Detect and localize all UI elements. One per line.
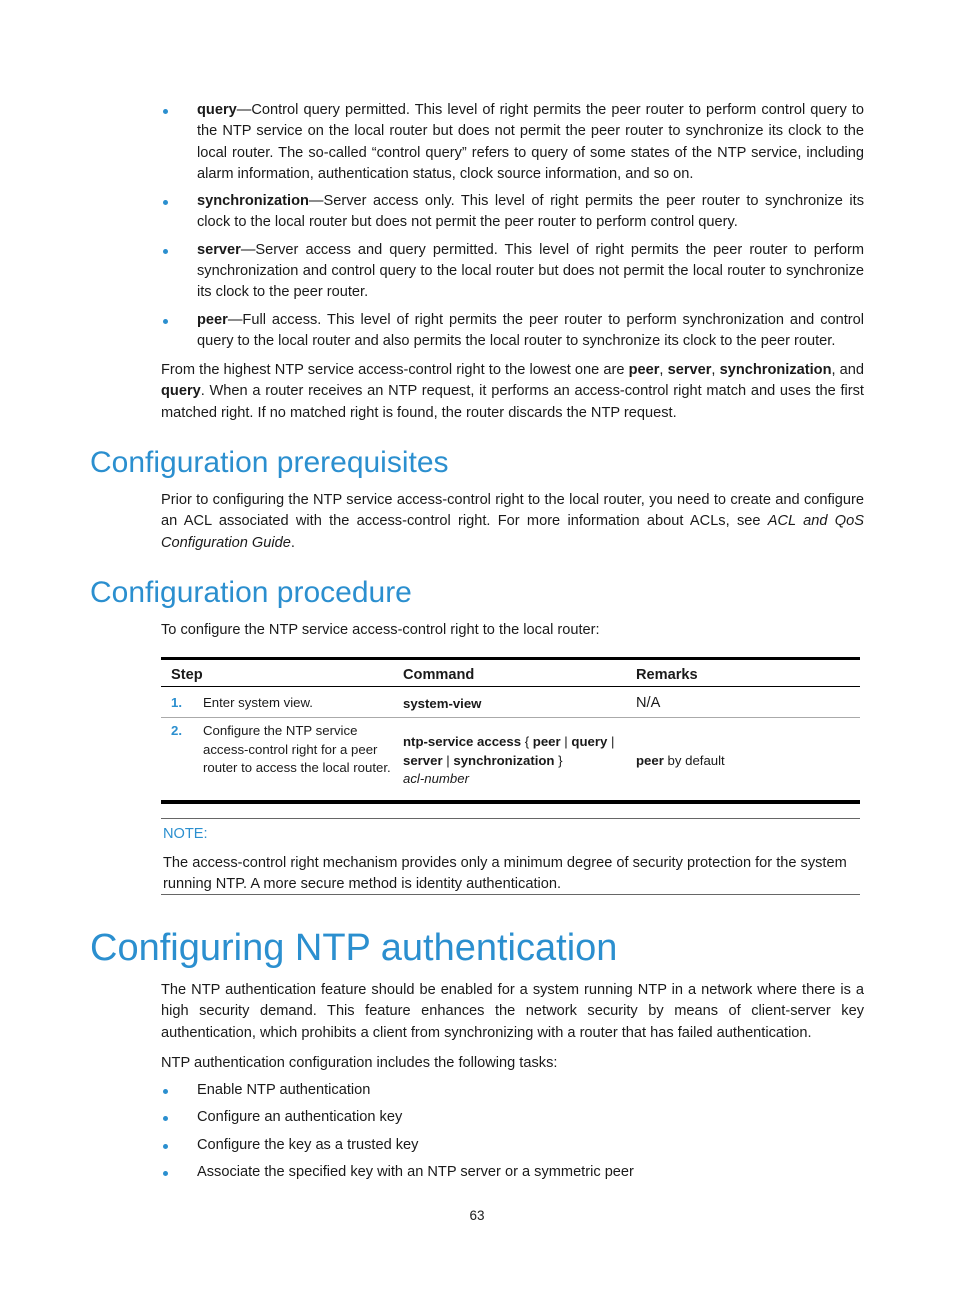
bullet-icon: [163, 249, 168, 254]
tasks-intro: NTP authentication configuration includes the following tasks:: [161, 1055, 558, 1071]
term-peer: peer: [197, 311, 228, 328]
page-number: 63: [469, 1208, 485, 1223]
table-top-rule: [161, 657, 860, 660]
term-server: server: [197, 241, 241, 258]
list-item: Enable NTP authentication: [161, 1080, 864, 1101]
header-step: Step: [171, 667, 203, 683]
list-item: Associate the specified key with an NTP server or a symmetric peer: [161, 1162, 864, 1183]
bullet-icon: [163, 109, 168, 114]
term-description: —Server access and query permitted. This level of right permits the peer router to perform synchronization and control query to the local router but does not permit the local router to synchronize its clock to the peer router.: [197, 241, 864, 301]
chapter-heading-authentication: Configuring NTP authentication: [90, 927, 618, 969]
term-description: —Full access. This level of right permits the peer router to perform synchronization and control query to the local router and also permits the local router to synchronize its clock to the peer router.: [197, 311, 864, 349]
step-number: 1.: [171, 695, 182, 710]
note-text: The access-control right mechanism provides only a minimum degree of security protection for the system running NTP. A more secure method is identity authentication.: [163, 855, 847, 893]
note-bottom-rule: [161, 894, 860, 895]
list-item: Configure the key as a trusted key: [161, 1135, 864, 1156]
list-item: [161, 100, 864, 185]
command-text: system-view: [403, 696, 482, 711]
note-top-rule: [161, 818, 860, 819]
term-description: —Server access only. This level of right permits the peer router to synchronize its clock to the local router but does not permit the peer router to perform control query.: [197, 193, 864, 231]
list-item: [161, 310, 864, 353]
list-item: Configure an authentication key: [161, 1107, 864, 1128]
prerequisites-paragraph: Prior to configuring the NTP service access-control right to the local router, you need to create and configure an ACL associated with the access-control right. For more information about ACLs, see ACL and QoS Configuration Guide.: [161, 492, 864, 551]
section-heading-procedure: Configuration procedure: [90, 576, 412, 609]
authentication-intro: The NTP authentication feature should be enabled for a system running NTP in a network where there is a high security demand. This feature enhances the network security by means of client-server key authentication, which prohibits a client from synchronizing with a router that has failed authentication.: [161, 982, 864, 1041]
guide-reference: ACL and QoS Configuration Guide: [161, 513, 864, 551]
procedure-intro: To configure the NTP service access-control right to the local router:: [161, 622, 600, 638]
header-remarks: Remarks: [636, 667, 698, 683]
table-bottom-rule: [161, 800, 860, 804]
term-description: —Control query permitted. This level of right permits the peer router to perform control query to the NTP service on the local router but does not permit the peer router to synchronize its clock to the local router. The so-called “control query” refers to query of some states of the NTP service, including alarm information, authentication status, clock source information, and so on.: [197, 102, 864, 182]
section-heading-prerequisites: Configuration prerequisites: [90, 446, 449, 479]
table-header-rule: [161, 686, 860, 687]
note-label: NOTE:: [163, 826, 208, 842]
term-synchronization: synchronization: [197, 193, 309, 210]
table-row-rule: [161, 717, 860, 718]
list-item: [161, 240, 864, 304]
authentication-task-list: [161, 1080, 864, 1189]
bullet-icon: [163, 1089, 168, 1094]
step-description: Enter system view.: [203, 695, 313, 710]
access-right-list: [161, 100, 864, 358]
remarks-text: peer by default: [636, 753, 725, 768]
bullet-icon: [163, 1171, 168, 1176]
bullet-icon: [163, 1144, 168, 1149]
header-command: Command: [403, 667, 475, 683]
bullet-icon: [163, 319, 168, 324]
list-item: [161, 191, 864, 234]
rights-order-paragraph: From the highest NTP service access-control right to the lowest one are peer, server, synchronization, and query. When a router receives an NTP request, it performs an access-control right match and uses the first matched right. If no matched right is found, the router discards the NTP request.: [161, 362, 865, 421]
term-query: query: [197, 102, 237, 118]
bullet-icon: [163, 1116, 168, 1121]
remarks-text: N/A: [636, 695, 661, 711]
command-text: ntp-service access { peer | query | server | synchronization } acl-number: [403, 734, 615, 787]
bullet-icon: [163, 200, 168, 205]
step-number: 2.: [171, 723, 182, 738]
step-description: Configure the NTP service access-control right for a peer router to access the local router.: [203, 723, 391, 776]
